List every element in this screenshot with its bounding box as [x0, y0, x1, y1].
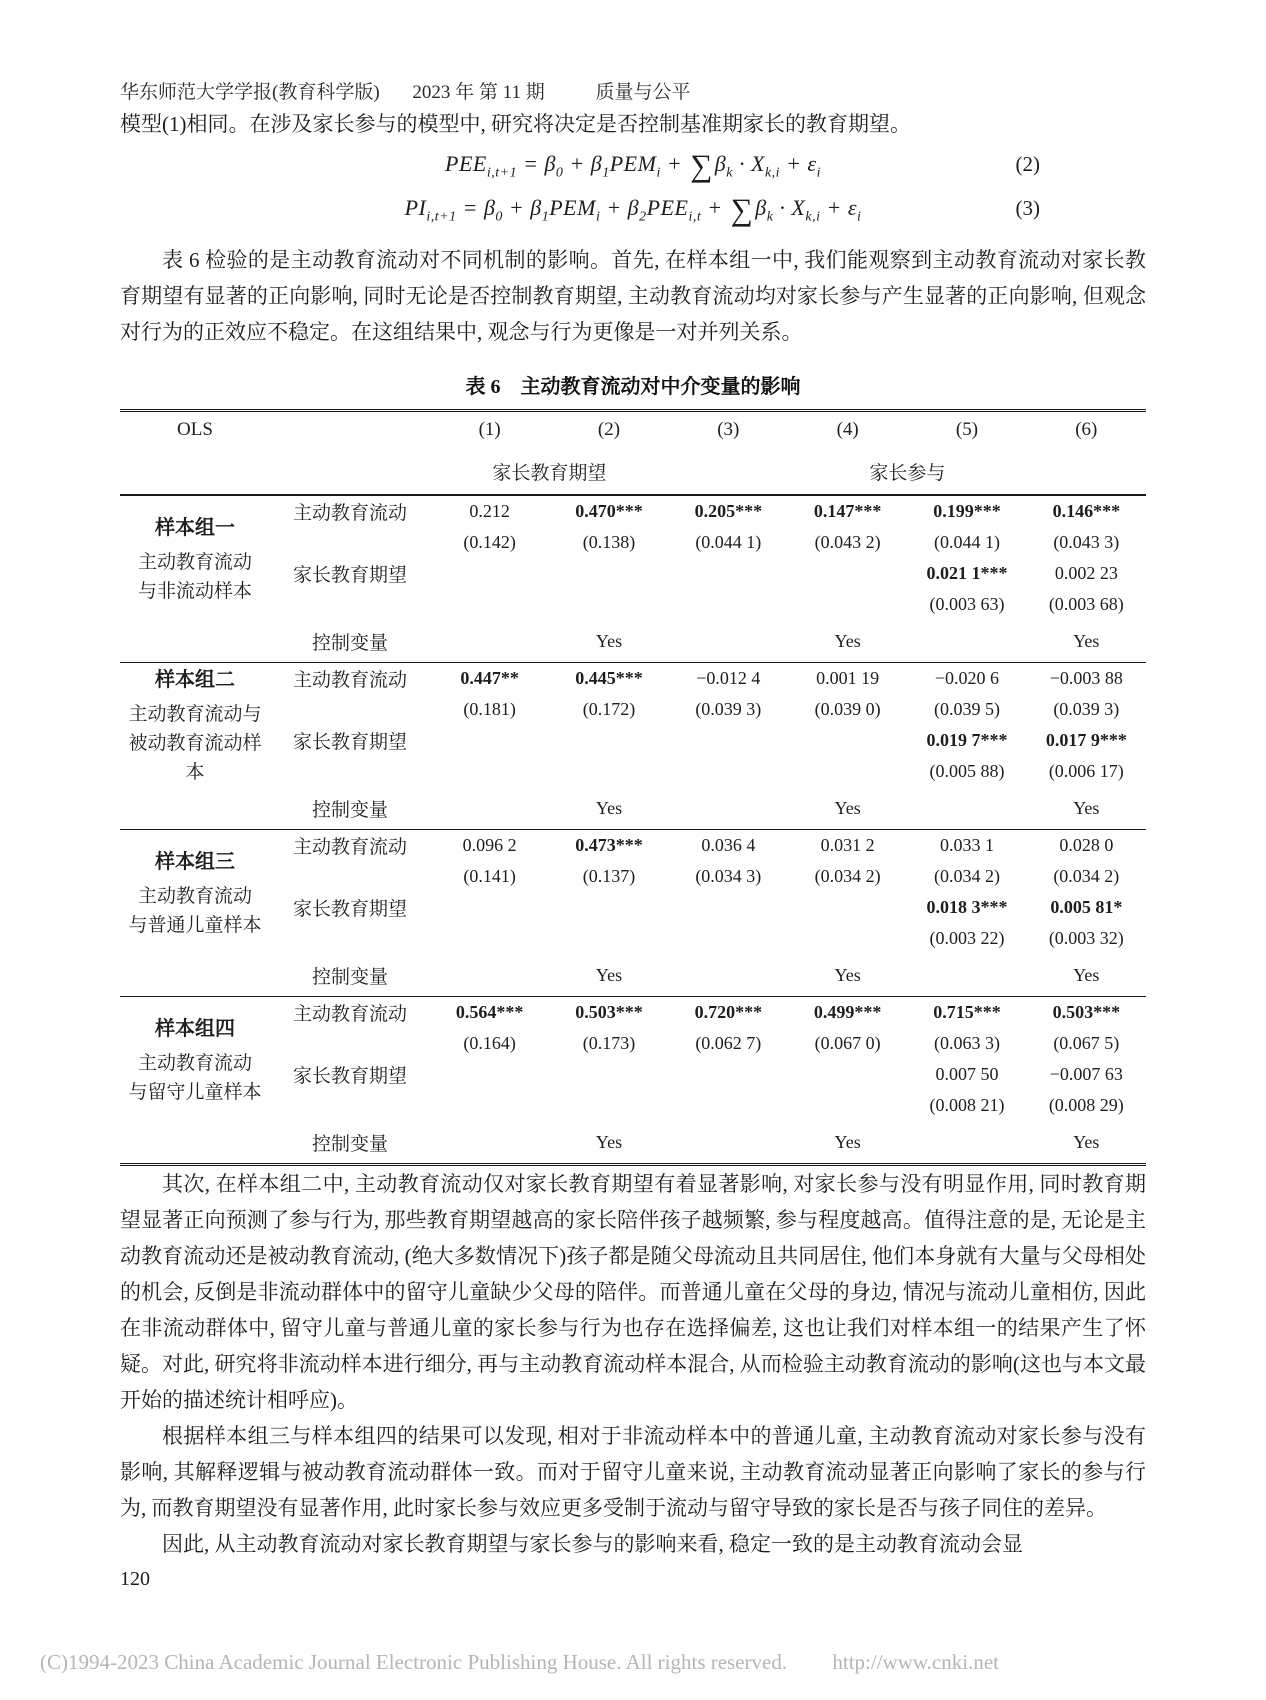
table-cell	[907, 1121, 1026, 1165]
paragraph-intro: 模型(1)相同。在涉及家长参与的模型中, 研究将决定是否控制基准期家长的教育期望。	[120, 112, 911, 136]
table-row	[120, 997, 1146, 1029]
table-row-controls	[120, 1121, 1146, 1165]
table-cell	[669, 892, 788, 923]
empty-cell	[120, 954, 270, 997]
table-cell	[669, 620, 788, 663]
table-cell: (0.173)	[582, 1033, 636, 1053]
row-label-mobility: 主动教育流动	[292, 670, 407, 691]
empty-cell	[120, 787, 270, 830]
col-header-4: (4)	[836, 419, 859, 440]
group-desc: 主动教育流动	[137, 1052, 252, 1074]
table-cell	[669, 756, 788, 787]
table-cell: Yes	[788, 787, 907, 830]
table-cell: −0.012 4	[696, 668, 761, 688]
table-cell	[788, 1090, 907, 1121]
table-cell	[788, 558, 907, 589]
table-cell: 0.503***	[575, 1002, 643, 1022]
table-cell	[430, 589, 549, 620]
row-label-mobility: 主动教育流动	[292, 837, 407, 858]
table-cell: 0.499***	[813, 1002, 882, 1022]
content-column	[120, 0, 1146, 1562]
table-cell: 0.146***	[1052, 501, 1121, 521]
group-label	[120, 495, 270, 620]
group-name: 样本组一	[155, 516, 235, 539]
table-cell: (0.003 63)	[929, 594, 1005, 614]
empty-cell	[120, 620, 270, 663]
table-cell: (0.172)	[582, 699, 636, 719]
col-header-5: (5)	[955, 419, 979, 440]
table-cell: (0.138)	[582, 532, 636, 552]
group-desc: 主动教育流动与	[128, 704, 262, 725]
table-cell: 0.017 9***	[1045, 730, 1127, 750]
table-row-controls	[120, 787, 1146, 830]
row-label-controls: 控制变量	[270, 954, 430, 997]
table-cell: 0.199***	[933, 501, 1001, 521]
table-row	[120, 1059, 1146, 1090]
group-desc: 主动教育流动	[137, 885, 252, 907]
table-cell: 0.720***	[694, 1002, 763, 1022]
table-header-row	[120, 411, 1146, 449]
table-cell: 0.028 0	[1059, 835, 1114, 855]
table-cell: Yes	[1027, 954, 1146, 997]
group-desc: 与非流动样本	[137, 580, 252, 602]
table-cell: 0.205***	[694, 501, 763, 521]
equation-3-number: (3)	[1015, 196, 1040, 220]
table-cell: (0.043 2)	[814, 532, 881, 552]
table-cell: (0.008 21)	[929, 1095, 1005, 1115]
paragraph-table-intro: 表 6 检验的是主动教育流动对不同机制的影响。首先, 在样本组一中, 我们能观察到主动教育流动对家长教育期望有显著的正向影响, 同时无论是否控制教育期望, 主动教育流动均对家长参与产生显著的正向影响, 但观念对行为的正效应不稳定。在这组结果中, 观念与行为更像是一对并列关系。	[120, 248, 1146, 344]
table-cell: (0.039 0)	[814, 699, 881, 719]
table-cell: 0.007 50	[935, 1064, 999, 1084]
table-row	[120, 861, 1146, 892]
table-cell	[788, 725, 907, 756]
table-cell	[430, 892, 549, 923]
table-cell	[788, 756, 907, 787]
table-cell	[669, 954, 788, 997]
table-row	[120, 830, 1146, 862]
table-cell: 0.001 19	[816, 668, 880, 688]
table-cell: 0.031 2	[820, 835, 875, 855]
group-label	[120, 830, 270, 955]
table-cell: Yes	[834, 1131, 861, 1152]
paragraph-discussion-3: 因此, 从主动教育流动对家长教育期望与家长参与的影响来看, 稳定一致的是主动教育流动会显	[162, 1532, 1023, 1556]
table-cell: (0.034 2)	[933, 866, 1000, 886]
table-cell: 0.473***	[575, 835, 643, 855]
table-cell	[788, 892, 907, 923]
table-cell	[549, 589, 668, 620]
table-cell: (0.044 1)	[695, 532, 762, 552]
table-cell: −0.020 6	[934, 668, 1000, 688]
table-cell: (0.039 5)	[933, 699, 1000, 719]
table-row-controls	[120, 954, 1146, 997]
results-table	[120, 409, 1146, 1166]
table-cell	[788, 923, 907, 954]
table-row	[120, 756, 1146, 787]
table-cell	[430, 1121, 549, 1165]
table-cell	[430, 923, 549, 954]
empty-cell	[270, 861, 430, 892]
group-label	[120, 997, 270, 1122]
table-cell: (0.142)	[463, 532, 516, 552]
table-cell: −0.003 88	[1049, 668, 1123, 688]
table-cell	[669, 1059, 788, 1090]
table-cell: 0.005 81*	[1050, 897, 1123, 917]
group-desc: 主动教育流动	[137, 551, 252, 573]
equation-2-number: (2)	[1015, 152, 1040, 176]
empty-cell	[270, 694, 430, 725]
page-header	[120, 0, 1146, 106]
table-cell	[430, 558, 549, 589]
table-cell	[669, 1121, 788, 1165]
col-header-ols: OLS	[177, 419, 213, 440]
table-cell	[430, 1090, 549, 1121]
empty-cell	[270, 589, 430, 620]
table-cell: 0.212	[469, 501, 510, 521]
table-cell: 0.033 1	[939, 835, 994, 855]
paragraph-discussion-1: 其次, 在样本组二中, 主动教育流动仅对家长教育期望有着显著影响, 对家长参与没有明显作用, 同时教育期望显著正向预测了参与行为, 那些教育期望越高的家长陪伴孩子越频繁, 参与程度越高。值得注意的是, 无论是主动教育流动还是被动教育流动, (绝大多数情况下)孩子都是随父母流动且共同居住, 他们本身就有大量与父母相处的机会, 反倒是非流动群体中的留守儿童缺少父母的陪伴。而普通儿童在父母的身边, 情况与流动儿童相仿, 因此在非流动群体中, 留守儿童与普通儿童的家长参与行为也存在选择偏差, 这也让我们对样本组一的结果产生了怀疑。对此, 研究将非流动样本进行细分, 再与主动教育流动样本混合, 从而检验主动教育流动的影响(这也与本文最开始的描述统计相呼应)。	[120, 1172, 1146, 1412]
paragraph-discussion-2: 根据样本组三与样本组四的结果可以发现, 相对于非流动样本中的普通儿童, 主动教育流动对家长参与没有影响, 其解释逻辑与被动教育流动群体一致。而对于留守儿童来说, 主动教育流动显著正向影响了家长的参与行为, 而教育期望没有显著作用, 此时家长参与效应更多受制于流动与留守导致的家长是否与孩子同住的差异。	[120, 1424, 1146, 1520]
table-row	[120, 923, 1146, 954]
table-cell: (0.043 3)	[1053, 532, 1120, 552]
row-label-controls: 控制变量	[311, 1133, 388, 1155]
table-row	[120, 1090, 1146, 1121]
table-cell	[430, 620, 549, 663]
table-cell: (0.063 3)	[933, 1033, 1000, 1053]
footer-url: http://www.cnki.net	[832, 1650, 999, 1674]
table-cell	[430, 787, 549, 830]
table-cell: 0.018 3***	[926, 897, 1008, 917]
table-row	[120, 892, 1146, 923]
table-cell: (0.039 3)	[1053, 699, 1120, 719]
table-cell	[669, 589, 788, 620]
empty-cell	[270, 1090, 430, 1121]
table-cell: 0.036 4	[701, 835, 756, 855]
table-cell	[430, 954, 549, 997]
table-body	[120, 495, 1146, 1165]
table-cell	[549, 892, 668, 923]
spanner-expectation: 家长教育期望	[430, 448, 669, 495]
table-cell: Yes	[549, 620, 668, 663]
table-cell: (0.067 0)	[814, 1033, 881, 1053]
table-row	[120, 663, 1146, 695]
table-cell: Yes	[595, 1131, 623, 1152]
table-row	[120, 495, 1146, 527]
empty-cell	[270, 1028, 430, 1059]
group-desc: 与普通儿童样本	[128, 914, 262, 936]
group-name: 样本组二	[155, 669, 235, 691]
table-cell: Yes	[788, 620, 907, 663]
table-cell: (0.034 3)	[695, 866, 762, 886]
table-cell	[788, 1059, 907, 1090]
table-cell	[549, 1090, 668, 1121]
table-cell: (0.039 3)	[695, 699, 762, 719]
table-cell	[669, 787, 788, 830]
table-cell	[669, 725, 788, 756]
table-cell: Yes	[1027, 620, 1146, 663]
col-header-1: (1)	[478, 419, 501, 440]
table-row-controls	[120, 620, 1146, 663]
table-cell: (0.067 5)	[1053, 1033, 1120, 1053]
page-number: 120	[120, 1568, 150, 1590]
footer-copyright: (C)1994-2023 China Academic Journal Electronic Publishing House. All rights reserved.	[40, 1650, 788, 1674]
table-cell	[549, 756, 668, 787]
table-cell	[430, 725, 549, 756]
table-cell: 0.715***	[933, 1002, 1001, 1022]
table-cell: 0.447**	[460, 668, 519, 688]
row-label-expectation: 家长教育期望	[292, 1066, 407, 1087]
table-cell: (0.003 22)	[929, 928, 1005, 948]
table-cell	[907, 620, 1026, 663]
table-spanner-row	[120, 448, 1146, 495]
journal-title: 华东师范大学学报(教育科学版)	[120, 82, 380, 103]
table-cell: (0.008 29)	[1048, 1095, 1124, 1115]
table-cell: 0.564***	[455, 1002, 524, 1022]
equation-3	[120, 186, 1146, 230]
group-desc: 与留守儿童样本	[128, 1081, 262, 1103]
spanner-spacer	[270, 448, 430, 495]
section-label: 质量与公平	[595, 82, 691, 103]
table-cell	[549, 923, 668, 954]
row-label-mobility: 主动教育流动	[292, 503, 407, 524]
group-name: 样本组三	[155, 850, 235, 873]
row-label-expectation: 家长教育期望	[292, 565, 407, 586]
group-name: 样本组四	[155, 1017, 235, 1040]
table-cell: (0.062 7)	[695, 1033, 762, 1053]
row-label-controls: 控制变量	[270, 787, 430, 830]
empty-cell	[270, 923, 430, 954]
table-cell: (0.005 88)	[929, 761, 1005, 781]
table-cell	[669, 923, 788, 954]
table-cell: 0.021 1***	[926, 563, 1008, 583]
col-header-2: (2)	[597, 419, 621, 440]
table-cell: (0.003 68)	[1048, 594, 1124, 614]
table-cell	[907, 787, 1026, 830]
table-cell: −0.007 63	[1049, 1064, 1123, 1084]
table-cell	[430, 756, 549, 787]
table-caption: 表 6 主动教育流动对中介变量的影响	[465, 376, 801, 398]
table-cell	[669, 1090, 788, 1121]
equation-3-body: $PI_{i,t+1} = \beta_0 + \beta_1PEM_i + \beta_2PEE_{i,t} + \sum\beta_k \cdot X_{k,i} + \varepsilon_i$	[404, 192, 862, 227]
table-cell: 0.096 2	[462, 835, 517, 855]
table-cell: (0.137)	[582, 866, 636, 886]
table-cell: Yes	[549, 954, 668, 997]
empty-cell	[270, 527, 430, 558]
table-row	[120, 1028, 1146, 1059]
table-cell: (0.034 2)	[814, 866, 881, 886]
table-row	[120, 558, 1146, 589]
group-desc: 被动教育流动样本	[128, 733, 262, 783]
table-cell: 0.002 23	[1054, 563, 1118, 583]
table-row	[120, 589, 1146, 620]
row-label-mobility: 主动教育流动	[292, 1004, 407, 1025]
table-cell	[549, 558, 668, 589]
table-cell: 0.019 7***	[926, 730, 1008, 750]
footer	[40, 1650, 999, 1675]
table-cell: (0.164)	[463, 1033, 516, 1053]
table-cell	[669, 558, 788, 589]
table-cell: Yes	[549, 787, 668, 830]
table-row	[120, 527, 1146, 558]
equation-2	[120, 142, 1146, 186]
table-cell: (0.003 32)	[1048, 928, 1124, 948]
table-cell: Yes	[1027, 787, 1146, 830]
row-label-controls: 控制变量	[270, 620, 430, 663]
table-cell	[907, 954, 1026, 997]
row-label-expectation: 家长教育期望	[292, 899, 407, 920]
table-cell: (0.181)	[463, 699, 516, 719]
table-cell	[549, 725, 668, 756]
table-row	[120, 694, 1146, 725]
table-cell: (0.141)	[463, 866, 516, 886]
table-cell: (0.006 17)	[1048, 761, 1124, 781]
table-cell: Yes	[788, 954, 907, 997]
col-header-6: (6)	[1075, 419, 1098, 440]
table-cell: (0.034 2)	[1053, 866, 1120, 886]
spanner-spacer	[120, 448, 270, 495]
table-cell	[788, 589, 907, 620]
table-cell: 0.147***	[813, 501, 882, 521]
table-cell	[430, 1059, 549, 1090]
spanner-participation: 家长参与	[669, 448, 1146, 495]
col-header-spacer	[270, 411, 430, 449]
table-cell: 0.445***	[575, 668, 643, 688]
table-cell	[549, 1059, 668, 1090]
col-header-3: (3)	[717, 419, 740, 440]
equation-2-body: $PEE_{i,t+1} = \beta_0 + \beta_1PEM_i + \sum\beta_k \cdot X_{k,i} + \varepsilon_i$	[445, 148, 821, 183]
table-row	[120, 725, 1146, 756]
group-label	[120, 663, 270, 788]
table-cell: Yes	[1073, 1131, 1100, 1152]
empty-cell	[120, 1121, 270, 1165]
table-cell: 0.503***	[1052, 1002, 1121, 1022]
table-cell: 0.470***	[575, 501, 643, 521]
row-label-expectation: 家长教育期望	[292, 732, 407, 753]
issue-info: 2023 年 第 11 期	[412, 82, 545, 103]
table-cell: (0.044 1)	[933, 532, 1000, 552]
empty-cell	[270, 756, 430, 787]
